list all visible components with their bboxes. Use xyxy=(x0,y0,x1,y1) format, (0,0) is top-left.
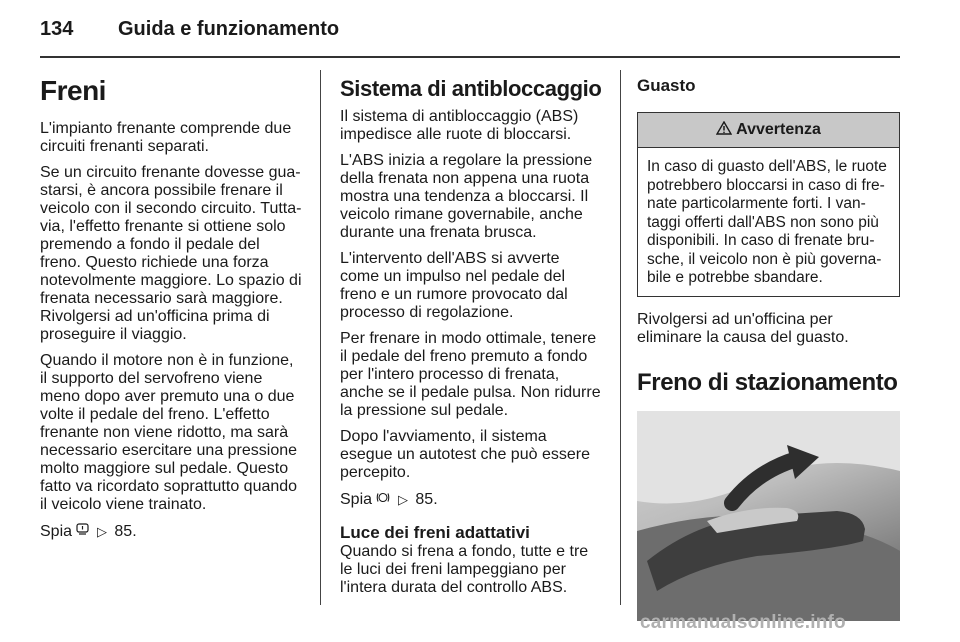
warning-triangle-icon xyxy=(716,121,732,140)
page-reference-arrow-icon: ▷ xyxy=(397,492,408,507)
warning-header xyxy=(638,113,899,148)
column-divider xyxy=(620,70,621,605)
abs-warning-lamp-icon xyxy=(376,490,390,508)
watermark: carmanualsonline.info xyxy=(640,612,846,633)
paragraph: Il sistema di antibloccaggio (ABS) impedisce alle ruote di bloccarsi. xyxy=(340,108,579,143)
spia-label: Spia xyxy=(40,523,73,540)
column-divider xyxy=(320,70,321,605)
warning-title: Avvertenza xyxy=(736,121,821,138)
column-abs xyxy=(340,70,602,605)
spia-reference xyxy=(340,490,602,509)
section-heading-freni: Freni xyxy=(40,75,106,106)
paragraph: Per frenare in modo ottimale, tenere il pedale del freno premuto a fondo per l'intero processo di frenata, anche se il pedale pulsa. Non ridurre la pressione sul pedale. xyxy=(340,330,601,419)
warning-text: In caso di guasto dell'ABS, le ruote potrebbero bloccarsi in caso di frenate particolarmente forti. I vantaggi offerti dall'ABS non sono più disponibili. In caso di frenate brusche, il veicolo non è più governabile e potrebbe sbandare. xyxy=(647,158,887,286)
column-guasto xyxy=(637,70,900,621)
paragraph: Quando si frena a fondo, tutte e tre le luci dei freni lampeggiano per l'intera durata del controllo ABS. xyxy=(340,543,589,596)
paragraph: L'intervento dell'ABS si avverte come un impulso nel pedale del freno e un rumore provocato dal processo di regolazione. xyxy=(340,250,568,321)
paragraph: Dopo l'avviamento, il sistema esegue un autotest che può essere percepito. xyxy=(340,428,590,481)
page-number: 134 xyxy=(40,18,74,40)
subheading-adaptive-brake-lights: Luce dei freni adattativi xyxy=(340,523,530,542)
paragraph: Quando il motore non è in funzione, il supporto del servofreno viene meno dopo aver premuto una o due volte il pedale del freno. L'effetto frenante non viene ridotto, ma sarà necessario esercitare una pressione molto maggiore sul pedale. Questo fatto va ricordato soprattutto quando il veicolo viene trainato. xyxy=(40,352,298,513)
header-divider xyxy=(40,56,900,58)
brake-warning-lamp-icon xyxy=(76,522,89,540)
page-reference[interactable]: 85. xyxy=(415,491,438,508)
paragraph: L'impianto frenante comprende due circuiti frenanti separati. xyxy=(40,120,292,155)
spia-label: Spia xyxy=(340,491,373,508)
page-header xyxy=(40,18,920,48)
paragraph: Se un circuito frenante dovesse guastarsi, è ancora possibile frenare il veicolo con il secondo circuito. Tuttavia, l'effetto frenante si ottiene solo premendo a fondo il pedale del freno. Questo richiede una forza notevolmente maggiore. Lo spazio di frenata necessario sarà maggiore. Rivolgersi ad un'officina prima di proseguire il viaggio. xyxy=(40,164,302,343)
section-heading-abs: Sistema di antibloccaggio xyxy=(340,76,602,101)
parking-brake-lever-image xyxy=(637,411,900,621)
page-reference-arrow-icon: ▷ xyxy=(96,524,107,539)
warning-box xyxy=(637,112,900,297)
paragraph: L'ABS inizia a regolare la pressione della frenata non appena una ruota mostra una tendenza a bloccarsi. Il veicolo rimane governabile, anche durante una frenata brusca. xyxy=(340,152,593,241)
chapter-title: Guida e funzionamento xyxy=(118,18,340,40)
section-heading-guasto: Guasto xyxy=(637,76,696,95)
column-freni xyxy=(40,70,302,549)
page-reference[interactable]: 85. xyxy=(114,523,137,540)
spia-reference xyxy=(40,522,302,541)
paragraph: Rivolgersi ad un'officina per eliminare la causa del guasto. xyxy=(637,310,849,346)
section-heading-parking-brake: Freno di stazionamento xyxy=(637,368,898,396)
